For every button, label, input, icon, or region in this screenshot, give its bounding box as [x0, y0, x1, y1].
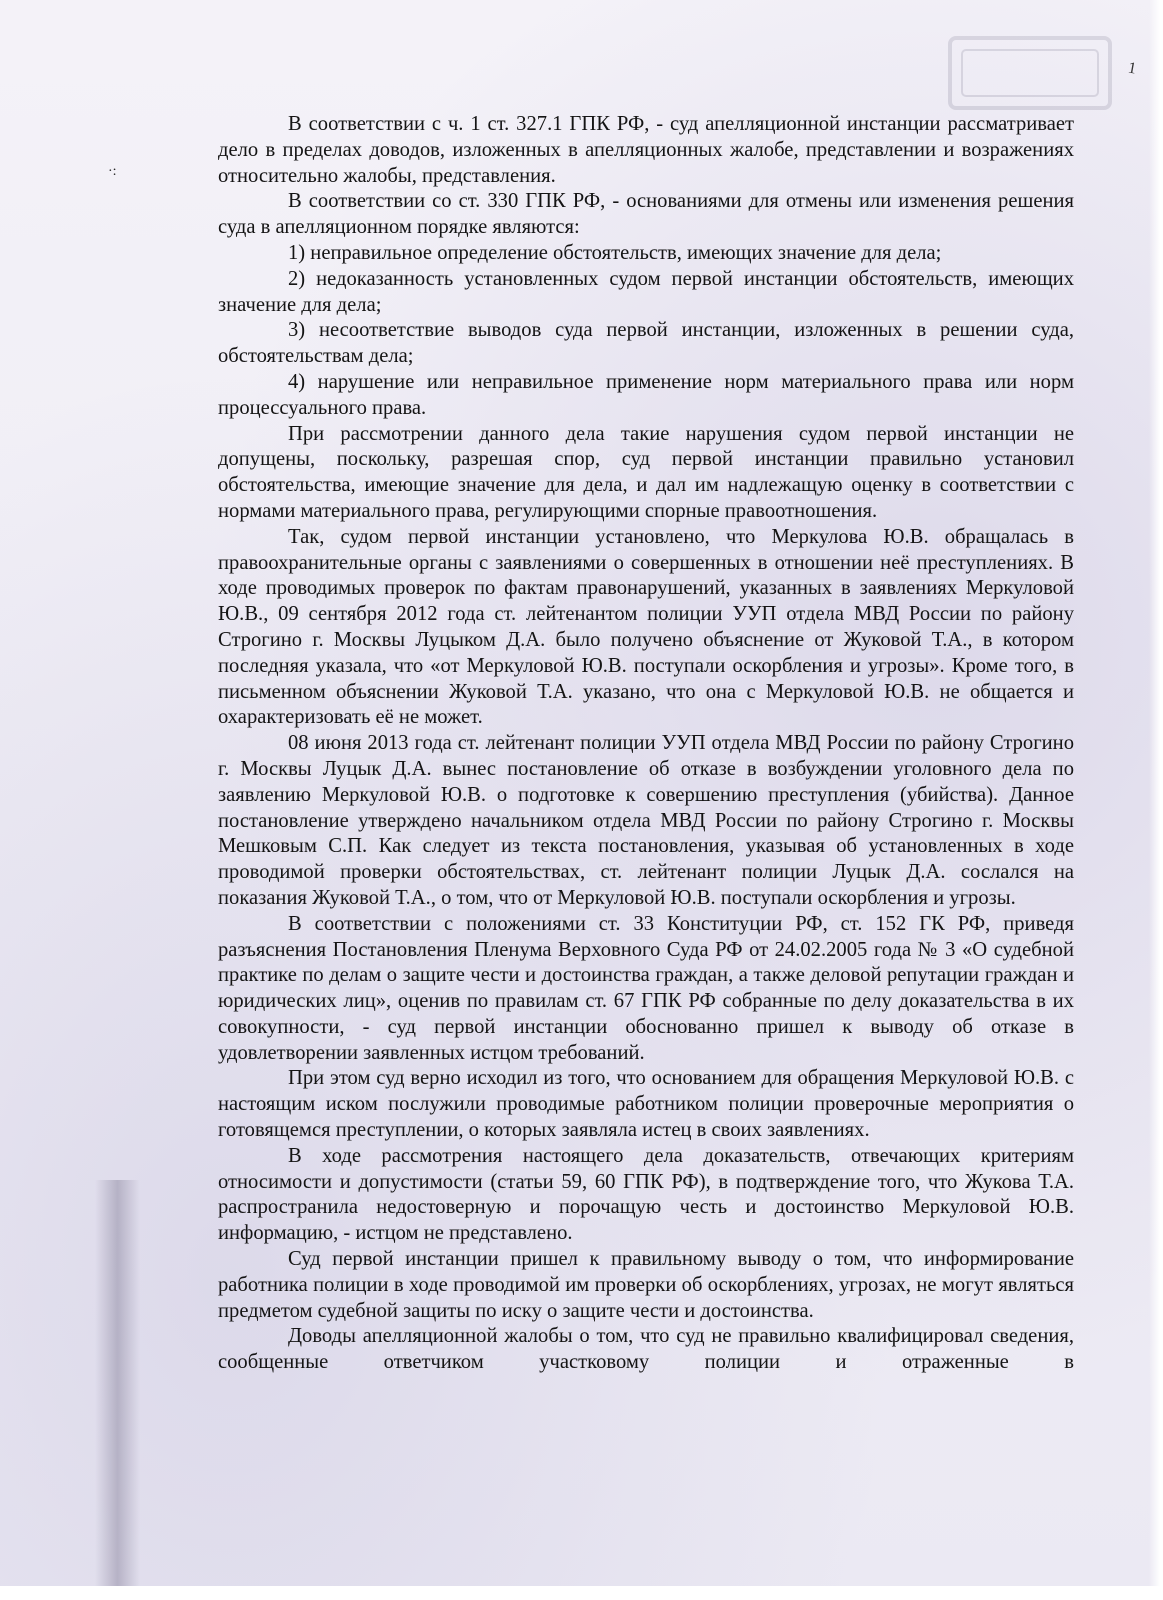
paragraph: В соответствии со ст. 330 ГПК РФ, - основаниями для отмены или изменения решения суда в апелляционном порядке являются:	[218, 190, 1074, 239]
faint-stamp	[940, 30, 1120, 120]
scan-shadow	[95, 1180, 140, 1600]
corner-page-mark: 1	[1126, 59, 1138, 78]
paragraph: 08 июня 2013 года ст. лейтенант полиции УУП отдела МВД России по району Строгино г. Москвы Луцык Д.А. вынес постановление об отказе в возбуждении уголовного дела по заявлению Меркуловой Ю.В. о подготовке к совершению преступления (убийства). Данное постановление утверждено начальником отдела МВД России по району Строгино г. Москвы Мешковым С.П. Как следует из текста постановления, указывая об установленных в ходе проводимой проверки обстоятельствах, ст. лейтенант полиции Луцык Д.А. сослался на показания Жуковой Т.А., о том, что от Меркуловой Ю.В. поступали оскорбления и угрозы.	[218, 732, 1074, 909]
margin-mark: ·:	[108, 164, 117, 179]
list-item: 3) несоответствие выводов суда первой инстанции, изложенных в решении суда, обстоятельствам дела;	[218, 319, 1074, 368]
list-item: 1) неправильное определение обстоятельств, имеющих значение для дела;	[288, 241, 942, 264]
paragraph-continues: Доводы апелляционной жалобы о том, что суд не правильно квалифицировал сведения, сообщенные ответчиком участковому полиции и отраженные в	[218, 1325, 1074, 1374]
page-bottom-edge	[0, 1586, 1163, 1600]
paragraph: При этом суд верно исходил из того, что основанием для обращения Меркуловой Ю.В. с настоящим иском послужили проводимые работником полиции проверочные мероприятия о готовящемся преступлении, о которых заявляла истец в своих заявлениях.	[218, 1067, 1074, 1142]
paragraph: В ходе рассмотрения настоящего дела доказательств, отвечающих критериям относимости и допустимости (статьи 59, 60 ГПК РФ), в подтверждение того, что Жукова Т.А. распространила недостоверную и порочащую честь и достоинство Меркуловой Ю.В. информацию, - истцом не представлено.	[218, 1144, 1074, 1245]
paragraph: Суд первой инстанции пришел к правильному выводу о том, что информирование работника полиции в ходе проводимой им проверки об оскорблениях, угрозах, не могут являться предметом судебной защиты по иску о защите чести и достоинства.	[218, 1248, 1074, 1322]
paragraph: В соответствии с ч. 1 ст. 327.1 ГПК РФ, - суд апелляционной инстанции рассматривает дело в пределах доводов, изложенных в апелляционных жалобе, представлении и возражениях относительно жалобы, представления.	[218, 113, 1074, 187]
paragraph: При рассмотрении данного дела такие нарушения судом первой инстанции не допущены, поскольку, разрешая спор, суд первой инстанции правильно установил обстоятельства, имеющие значение для дела, и дал им надлежащую оценку в соответствии с нормами материального права, регулирующими спорные правоотношения.	[218, 422, 1074, 522]
document-body	[218, 112, 1074, 1376]
paragraph: В соответствии с положениями ст. 33 Конституции РФ, ст. 152 ГК РФ, приведя разъяснения Постановления Пленума Верховного Суда РФ от 24.02.2005 года № 3 «О судебной практике по делам о защите чести и достоинства граждан, а также деловой репутации граждан и юридических лиц», оценив по правилам ст. 67 ГПК РФ собранные по делу доказательства в их совокупности, - суд первой инстанции обоснованно пришел к выводу об отказе в удовлетворении заявленных истцом требований.	[218, 912, 1074, 1064]
list-item: 4) нарушение или неправильное применение норм материального права или норм процессуального права.	[218, 370, 1074, 419]
list-item: 2) недоказанность установленных судом первой инстанции обстоятельств, имеющих значение для дела;	[218, 267, 1074, 316]
paragraph: Так, судом первой инстанции установлено, что Меркулова Ю.В. обращалась в правоохранительные органы с заявлениями о совершенных в отношении неё преступлениях. В ходе проводимых проверок по фактам правонарушений, указанных в заявлениях Меркуловой Ю.В., 09 сентября 2012 года ст. лейтенантом полиции УУП отдела МВД России по району Строгино г. Москвы Луцыком Д.А. было получено объяснение от Жуковой Т.А., в котором последняя указала, что «от Меркуловой Ю.В. поступали оскорбления и угрозы». Кроме того, в письменном объяснении Жуковой Т.А. указано, что она с Меркуловой Ю.В. не общается и охарактеризовать её не может.	[218, 525, 1074, 729]
page-edge	[1149, 0, 1163, 1600]
